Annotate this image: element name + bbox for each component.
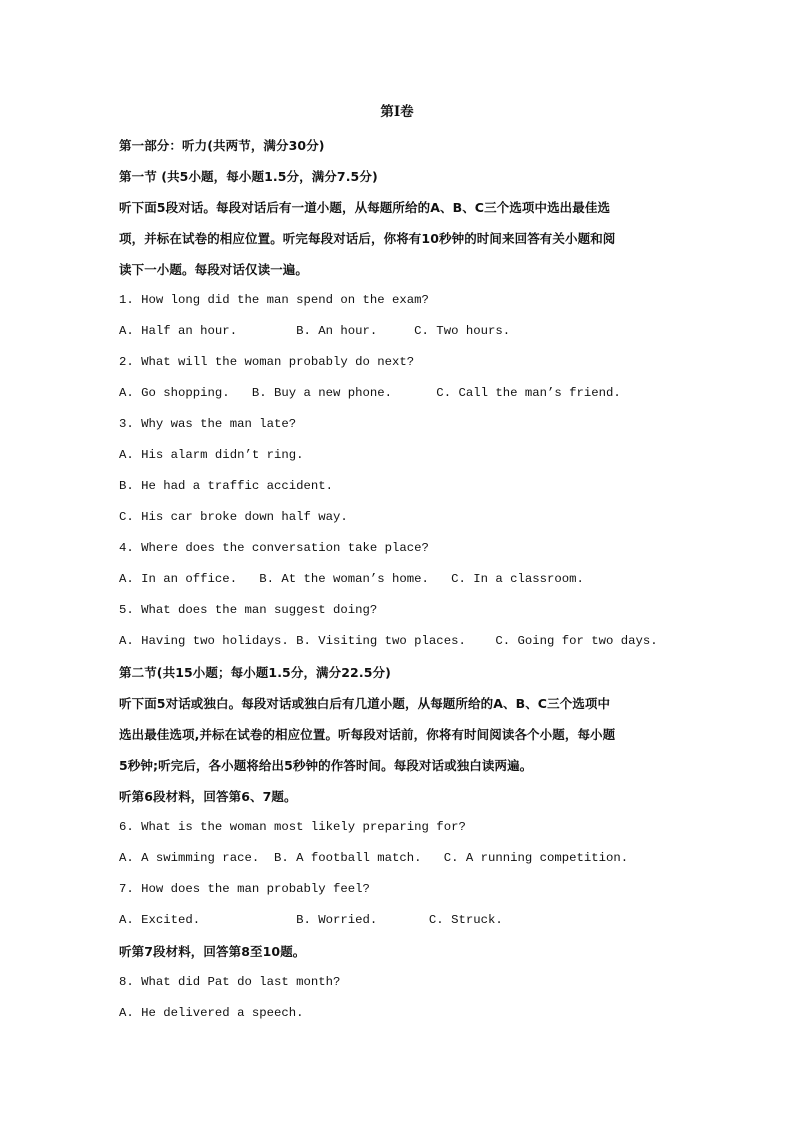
question-line: 5. What does the man suggest doing? [119,603,378,617]
instruction-line: 读下一小题。每段对话仅读一遍。 [119,262,309,277]
question-line: 7. How does the man probably feel? [119,882,370,896]
question-line: 4. Where does the conversation take place? [119,541,429,555]
instruction-line: 听第6段材料，回答第6、7题。 [119,789,297,804]
question-line: 6. What is the woman most likely preparing for? [119,820,466,834]
instruction-line: 选出最佳选项,并标在试卷的相应位置。听每段对话前，你将有时间阅读各个小题，每小题 [119,727,616,742]
instruction-line: 5秒钟;听完后，各小题将给出5秒钟的作答时间。每段对话或独白读两遍。 [119,758,533,773]
question-line: A. Having two holidays. B. Visiting two places. C. Going for two days. [119,634,658,648]
question-line: C. His car broke down half way. [119,510,348,524]
instruction-line: 听下面5对话或独白。每段对话或独白后有几道小题，从每题所给的A、B、C三个选项中 [119,696,611,711]
page-title: 第Ⅰ卷 [380,104,414,120]
question-line: A. He delivered a speech. [119,1006,304,1020]
question-line: A. A swimming race. B. A football match. C. A running competition. [119,851,629,865]
instruction-line: 第二节(共15小题；每小题1.5分，满分22.5分) [119,665,391,680]
instruction-line: 第一节 (共5小题，每小题1.5分，满分7.5分) [119,169,378,184]
question-line: A. Half an hour. B. An hour. C. Two hours. [119,324,511,338]
question-line: 2. What will the woman probably do next? [119,355,415,369]
instruction-line: 项，并标在试卷的相应位置。听完每段对话后，你将有10秒钟的时间来回答有关小题和阅 [119,231,616,246]
instruction-line: 第一部分：听力(共两节，满分30分) [119,138,325,153]
question-line: B. He had a traffic accident. [119,479,334,493]
question-line: A. Go shopping. B. Buy a new phone. C. Call the man’s friend. [119,386,621,400]
instruction-line: 听下面5段对话。每段对话后有一道小题，从每题所给的A、B、C三个选项中选出最佳选 [119,200,611,215]
question-line: 3. Why was the man late? [119,417,297,431]
exam-content [119,130,679,1029]
instruction-line: 听第7段材料，回答第8至10题。 [119,944,306,959]
question-line: A. In an office. B. At the woman’s home. C. In a classroom. [119,572,584,586]
question-line: A. Excited. B. Worried. C. Struck. [119,913,503,927]
question-line: 8. What did Pat do last month? [119,975,341,989]
question-line: A. His alarm didn’t ring. [119,448,304,462]
question-line: 1. How long did the man spend on the exam? [119,293,429,307]
